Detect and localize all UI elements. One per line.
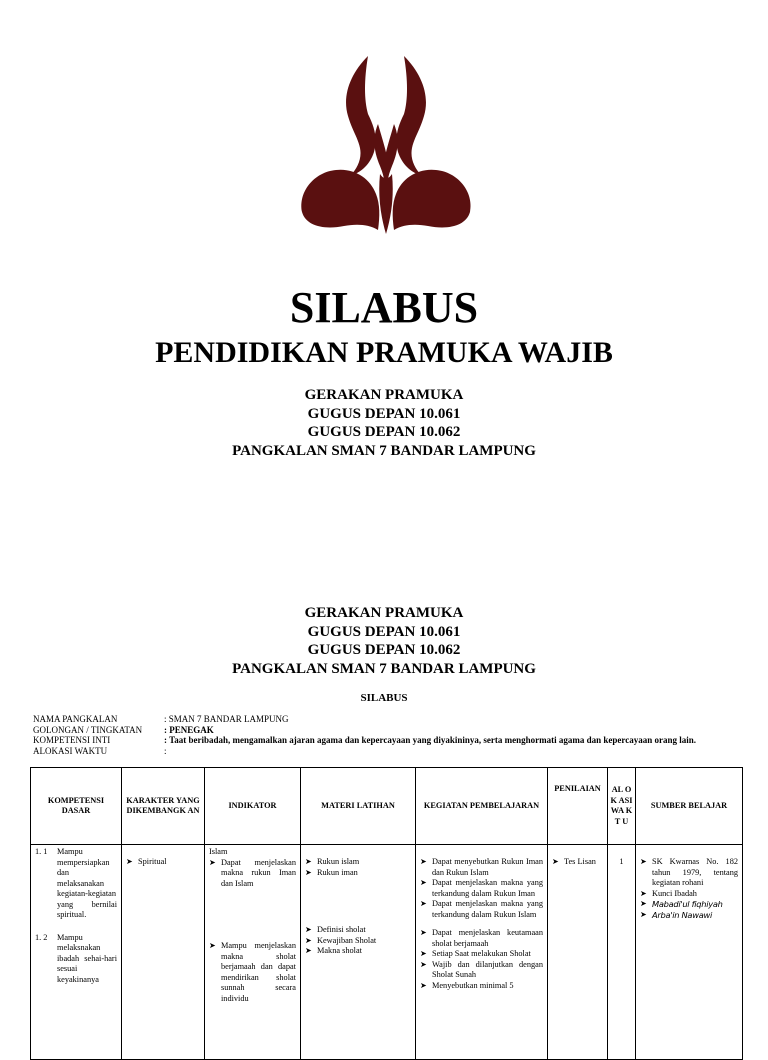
header-block-1 (0, 386, 768, 460)
alokasi-cell: 1 (608, 845, 636, 1060)
indikator-item: ➤ Mampu menjelaskan makna sholat berjamaah dan dapat mendirikan sholat sunnah secara individu (209, 941, 296, 1004)
meta-value: : PENEGAK (164, 724, 214, 735)
sumber-item: ➤ SK Kwarnas No. 182 tahun 1979, tentang kegiatan rohani (640, 857, 738, 889)
kd-item (35, 847, 117, 921)
penilaian-item: ➤ Tes Lisan (552, 857, 603, 868)
meta-label: ALOKASI WAKTU (33, 745, 108, 756)
header-line: GERAKAN PRAMUKA (304, 605, 464, 621)
penilaian-cell (548, 845, 608, 1060)
meta-row (33, 746, 696, 757)
meta-row (33, 725, 696, 736)
materi-item: ➤ Definisi sholat (305, 925, 411, 936)
header-line: PANGKALAN SMAN 7 BANDAR LAMPUNG (232, 442, 536, 459)
column-header: KARAKTER YANG DIKEMBANGK AN (122, 768, 205, 845)
column-header: INDIKATOR (205, 768, 301, 845)
meta-label: KOMPETENSI INTI (33, 735, 111, 745)
header-line: GUGUS DEPAN 10.061 (307, 623, 461, 640)
meta-value: : (164, 745, 167, 756)
header-line: GUGUS DEPAN 10.061 (307, 405, 461, 422)
header-block-2 (0, 604, 768, 678)
sumber-item: ➤ Kunci Ibadah (640, 889, 738, 900)
page-title: SILABUS (289, 283, 479, 332)
meta-label: GOLONGAN / TINGKATAN (33, 724, 143, 735)
column-header: SUMBER BELAJAR (636, 768, 743, 845)
sumber-item: ➤ Mabadi'ul fiqhiyah (640, 899, 738, 910)
sumber-item: ➤ Arba'in Nawawi (640, 910, 738, 921)
indikator-lead: Islam (209, 847, 228, 856)
meta-row (33, 714, 696, 725)
header-line: GERAKAN PRAMUKA (304, 387, 464, 403)
materi-item: ➤ Rukun islam (305, 857, 411, 868)
materi-cell (301, 845, 416, 1060)
header-line: GUGUS DEPAN 10.062 (307, 642, 461, 658)
tunas-kelapa-logo (298, 54, 474, 234)
kompetensi-dasar-cell (31, 845, 122, 1060)
header-line: PANGKALAN SMAN 7 BANDAR LAMPUNG (232, 660, 536, 677)
kegiatan-item: ➤ Dapat menyebutkan Rukun Iman dan Rukun Islam (420, 857, 543, 878)
table-header-row (31, 768, 743, 845)
column-header: KEGIATAN PEMBELAJARAN (416, 768, 548, 845)
column-header: MATERI LATIHAN (301, 768, 416, 845)
kegiatan-item: ➤ Dapat menjelaskan makna yang terkandung dalam Rukun Iman (420, 878, 543, 899)
section-title: SILABUS (360, 692, 408, 704)
meta-label: NAMA PANGKALAN (33, 714, 118, 724)
silabus-table (30, 767, 743, 1060)
meta-info (33, 714, 696, 756)
column-header: PENILAIAN (548, 768, 608, 845)
header-line: GUGUS DEPAN 10.062 (307, 424, 461, 440)
kd-item (35, 933, 117, 986)
kd-number: 1. 1 (35, 847, 48, 856)
kd-text: Mampu mempersiapkan dan melaksanakan kegiatan-kegiatan yang bernilai spiritual. (57, 847, 117, 919)
page-subtitle: PENDIDIKAN PRAMUKA WAJIB (155, 336, 613, 369)
kd-text: Mampu melaksnakan ibadah sehai-hari sesuai keyakinanya (57, 932, 117, 984)
table-row (31, 845, 743, 1060)
column-header: AL OK ASI WA KT U (608, 768, 636, 845)
meta-value: : SMAN 7 BANDAR LAMPUNG (164, 714, 289, 724)
kegiatan-item: ➤ Dapat menjelaskan makna yang terkandung dalam Rukun Islam (420, 899, 543, 920)
kegiatan-item: ➤ Menyebutkan minimal 5 (420, 981, 543, 992)
karakter-item: ➤ Spiritual (126, 857, 200, 868)
meta-row (33, 735, 696, 746)
meta-value: : Taat beribadah, mengamalkan ajaran agama dan kepercayaan yang diyakininya, serta menghormati agama dan kepercayaan orang lain. (164, 735, 696, 745)
kegiatan-item: ➤ Dapat menjelaskan keutamaan sholat berjamaah (420, 928, 543, 949)
indikator-item: ➤ Dapat menjelaskan makna rukun Iman dan Islam (209, 858, 296, 890)
materi-item: ➤ Rukun iman (305, 868, 411, 879)
column-header: KOMPETENSI DASAR (31, 768, 122, 845)
kd-number: 1. 2 (35, 932, 48, 942)
karakter-cell (122, 845, 205, 1060)
materi-item: ➤ Makna sholat (305, 946, 411, 957)
kegiatan-item: ➤ Setiap Saat melakukan Sholat (420, 949, 543, 960)
indikator-cell (205, 845, 301, 1060)
materi-item: ➤ Kewajiban Sholat (305, 936, 411, 947)
kegiatan-cell (416, 845, 548, 1060)
sumber-cell (636, 845, 743, 1060)
kegiatan-item: ➤ Wajib dan dilanjutkan dengan Sholat Sunah (420, 960, 543, 981)
